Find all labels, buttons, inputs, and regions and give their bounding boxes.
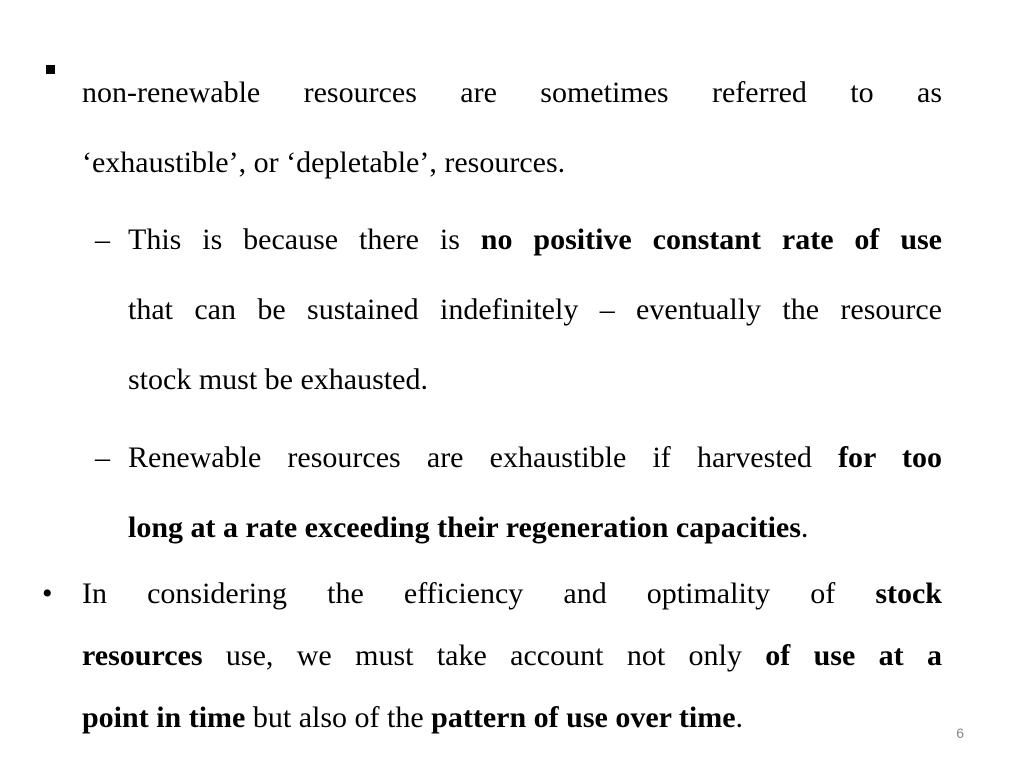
bold-text-segment: of use at a [765, 639, 943, 672]
bold-text-segment: long at a rate exceeding their regeneration capacities [128, 511, 801, 544]
bold-text-segment: pattern of use over time [431, 701, 736, 734]
bullet-2-line-1 [82, 563, 942, 625]
bold-text-segment: point in time [82, 701, 246, 734]
round-bullet-icon: • [42, 577, 53, 610]
sub-item-1-line-3 [128, 345, 942, 415]
bullet-2-line-3 [82, 687, 942, 749]
bold-text-segment: no positive constant rate of use [480, 223, 942, 256]
sub-item-1 [95, 205, 942, 415]
bullet-1-line-1 [82, 58, 942, 128]
text-segment: In considering the efficiency and optimality of [82, 577, 876, 610]
bold-text-segment: stock [875, 577, 942, 610]
text-segment: Renewable resources are exhaustible if harvested [128, 441, 839, 474]
bullet-1-line-2 [82, 128, 942, 198]
sub-item-2-line-1 [128, 423, 942, 493]
bullet-2-line-2 [82, 625, 942, 687]
square-bullet-icon [46, 65, 55, 74]
bold-text-segment: resources [82, 639, 203, 672]
bullet-item-1 [82, 58, 942, 198]
dash-bullet-icon: – [95, 223, 110, 256]
text-segment: . [800, 511, 809, 544]
sub-item-1-line-1 [128, 205, 942, 275]
text-segment: ‘exhaustible’, or ‘depletable’, resources. [82, 146, 566, 179]
page-number: 6 [956, 725, 964, 741]
text-segment: but also of the [245, 701, 432, 734]
text-segment: that can be sustained indefinitely – eventually the resource [128, 293, 942, 326]
text-segment: This is because there is [128, 223, 481, 256]
sub-item-2-line-2 [128, 493, 942, 563]
text-segment: stock must be exhausted. [128, 363, 428, 396]
bold-text-segment: for too [838, 441, 942, 474]
dash-bullet-icon: – [95, 441, 110, 474]
sub-item-1-line-2 [128, 275, 942, 345]
text-segment: . [735, 701, 744, 734]
text-segment: non-renewable resources are sometimes referred to as [82, 76, 942, 109]
sub-item-2 [95, 423, 942, 563]
bullet-item-2 [42, 563, 943, 749]
text-segment: use, we must take account not only [202, 639, 766, 672]
